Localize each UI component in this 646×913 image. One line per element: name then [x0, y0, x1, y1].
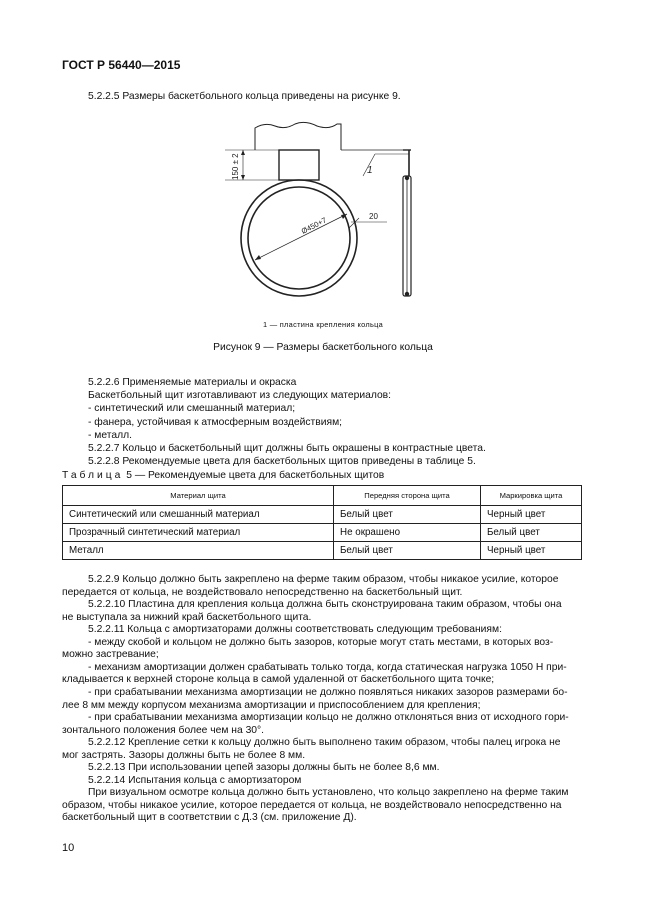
- paragraph-line: 5.2.2.12 Крепление сетки к кольцу должно быть выполнено таким образом, чтобы палец игрока не: [88, 737, 561, 749]
- paragraph-line: - металл.: [88, 429, 132, 441]
- table-cell: Металл: [63, 542, 334, 560]
- paragraph-line: 5.2.2.14 Испытания кольца с амортизатором: [88, 774, 302, 786]
- table-row: [63, 524, 582, 542]
- wire-dimension: 20: [369, 212, 378, 221]
- paragraph-line: лее 8 мм между корпусом механизма амортизации и приспособлением для крепления;: [62, 699, 481, 711]
- intro-paragraph: 5.2.2.5 Размеры баскетбольного кольца приведены на рисунке 9.: [88, 91, 401, 102]
- paragraph-line: 5.2.2.7 Кольцо и баскетбольный щит должны быть окрашены в контрастные цвета.: [88, 443, 486, 454]
- paragraph-line: 5.2.2.13 При использовании цепей зазоры должны быть не более 8,6 мм.: [88, 762, 440, 774]
- paragraph-line: - между скобой и кольцом не должно быть зазоров, которые могут стать местами, в которых воз-: [88, 636, 554, 648]
- paragraph-line: мог застрять. Зазоры должны быть не более 8 мм.: [62, 749, 306, 761]
- hoop-dimension-drawing: [225, 118, 455, 308]
- paragraph-line: Баскетбольный щит изготавливают из следующих материалов:: [88, 390, 391, 402]
- table-header-row: [63, 486, 582, 506]
- paragraph-line: 5.2.2.9 Кольцо должно быть закреплено на ферме таким образом, чтобы никакое усилие, которое: [88, 574, 559, 585]
- paragraph-line: кладывается к верхней стороне кольца в самой удаленной от баскетбольного щита точке;: [62, 674, 495, 686]
- height-dimension: 150 ± 2: [231, 153, 240, 180]
- table-title-word: Таблица: [62, 470, 124, 481]
- table-cell: Черный цвет: [481, 506, 582, 524]
- paragraph-line: 5.2.2.11 Кольца с амортизаторами должны соответствовать следующим требованиям:: [88, 624, 502, 636]
- paragraph-line: При визуальном осмотре кольца должно быть установлено, что кольцо закреплено на ферме таким: [88, 787, 569, 799]
- table-cell: Белый цвет: [481, 524, 582, 542]
- document-header: ГОСТ Р 56440—2015: [62, 58, 181, 72]
- table-header-cell: Передняя сторона щита: [334, 486, 481, 506]
- figure-legend: 1 — пластина крепления кольца: [262, 320, 384, 329]
- leader-label: 1: [367, 165, 373, 176]
- paragraph-line: передается от кольца, не воздействовало непосредственно на баскетбольный щит.: [62, 586, 463, 598]
- diameter-dimension: Ø450+7: [299, 215, 328, 236]
- paragraph-line: баскетбольный щит в соответствии с Д.3 (см. приложение Д).: [62, 812, 357, 824]
- table-row: [63, 506, 582, 524]
- table-cell: Белый цвет: [334, 542, 481, 560]
- table-header-cell: Маркировка щита: [481, 486, 582, 506]
- paragraph-line: - синтетический или смешанный материал;: [88, 403, 296, 415]
- bracket-neck: [279, 150, 319, 180]
- paragraph-line: можно застревание;: [62, 649, 159, 661]
- page-number: 10: [62, 842, 75, 854]
- table-title: [62, 470, 384, 481]
- paragraph-line: зонтального положения более чем на 30°.: [62, 724, 265, 736]
- table-cell: Не окрашено: [334, 524, 481, 542]
- paragraph-line: 5.2.2.6 Применяемые материалы и окраска: [88, 377, 297, 388]
- paragraph-line: 5.2.2.8 Рекомендуемые цвета для баскетбольных щитов приведены в таблице 5.: [88, 456, 476, 468]
- table-row: [63, 542, 582, 560]
- paragraph-line: - фанера, устойчивая к атмосферным воздействиям;: [88, 416, 343, 428]
- table-header-cell: Материал щита: [63, 486, 334, 506]
- table-cell: Черный цвет: [481, 542, 582, 560]
- table-cell: Синтетический или смешанный материал: [63, 506, 334, 524]
- table-cell: Прозрачный синтетический материал: [63, 524, 334, 542]
- paragraph-line: 5.2.2.10 Пластина для крепления кольца должна быть сконструирована таким образом, чтобы она: [88, 599, 562, 611]
- mounting-plate-outline: [255, 122, 341, 150]
- diameter-line: [255, 214, 347, 260]
- paragraph-line: образом, чтобы никакое усилие, которое передается от кольца, не воздействовало непосредственно на: [62, 799, 562, 811]
- paragraph-line: - механизм амортизации должен срабатывать только тогда, когда статическая нагрузка 1050 Н при-: [88, 661, 567, 673]
- colors-table: [62, 485, 582, 560]
- paragraph-line: - при срабатывании механизма амортизации кольцо не должно отклоняться вниз от исходного гори-: [88, 712, 569, 724]
- table-title-text: 5 — Рекомендуемые цвета для баскетбольных щитов: [126, 470, 385, 481]
- paragraph-line: - при срабатывании механизма амортизации не должно появляться никаких зазоров размерами бо-: [88, 686, 568, 698]
- paragraph-line: не выступала за нижний край баскетбольного щита.: [62, 611, 312, 623]
- figure-caption: Рисунок 9 — Размеры баскетбольного кольца: [213, 342, 433, 353]
- table-cell: Белый цвет: [334, 506, 481, 524]
